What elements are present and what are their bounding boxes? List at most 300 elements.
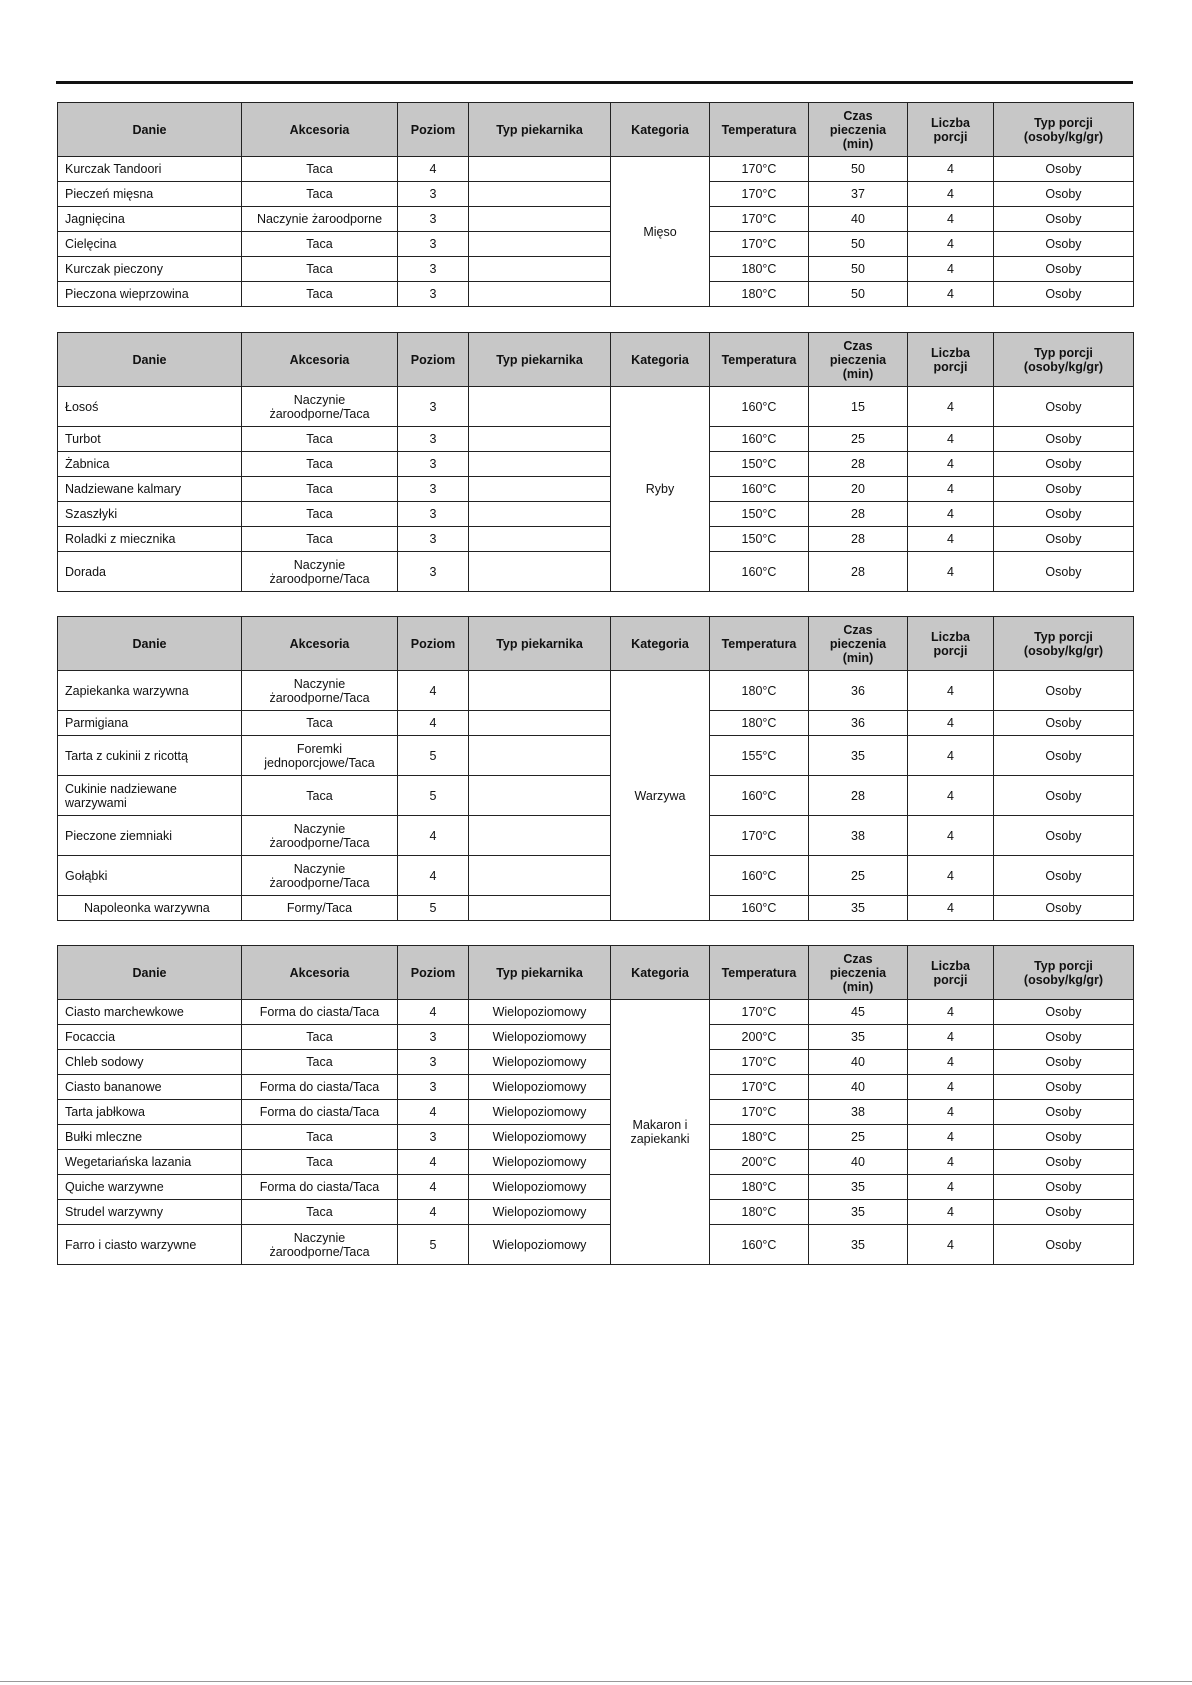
column-header-time: Czas pieczenia (min) <box>809 333 908 387</box>
table-row <box>58 856 1134 896</box>
cell-accessory: Naczynie żaroodporne/Taca <box>242 1225 398 1265</box>
cell-accessory: Taca <box>242 502 398 527</box>
cell-time: 36 <box>809 671 908 711</box>
cell-temp: 160°C <box>710 477 809 502</box>
cell-portions: 4 <box>908 427 994 452</box>
cell-portions: 4 <box>908 711 994 736</box>
cell-dish: Dorada <box>58 552 242 592</box>
cell-type: Osoby <box>994 452 1134 477</box>
cell-temp: 160°C <box>710 427 809 452</box>
cell-level: 3 <box>398 452 469 477</box>
cell-temp: 170°C <box>710 207 809 232</box>
cell-level: 3 <box>398 232 469 257</box>
cell-type: Osoby <box>994 1050 1134 1075</box>
cell-type: Osoby <box>994 816 1134 856</box>
table-row <box>58 1225 1134 1265</box>
cell-portions: 4 <box>908 1125 994 1150</box>
cell-time: 25 <box>809 1125 908 1150</box>
cell-oven <box>469 502 611 527</box>
cell-time: 40 <box>809 1150 908 1175</box>
cell-accessory: Naczynie żaroodporne/Taca <box>242 856 398 896</box>
cell-oven: Wielopoziomowy <box>469 1075 611 1100</box>
column-header-dish: Danie <box>58 103 242 157</box>
cell-temp: 170°C <box>710 1050 809 1075</box>
cell-type: Osoby <box>994 477 1134 502</box>
cell-portions: 4 <box>908 552 994 592</box>
cell-level: 4 <box>398 1200 469 1225</box>
cell-type: Osoby <box>994 157 1134 182</box>
cell-portions: 4 <box>908 896 994 921</box>
fish-table <box>57 332 1134 592</box>
cell-dish: Kurczak Tandoori <box>58 157 242 182</box>
cell-portions: 4 <box>908 1225 994 1265</box>
cell-temp: 160°C <box>710 776 809 816</box>
cell-time: 50 <box>809 257 908 282</box>
table-row <box>58 1100 1134 1125</box>
cell-level: 3 <box>398 427 469 452</box>
table-row <box>58 282 1134 307</box>
cell-time: 15 <box>809 387 908 427</box>
cell-time: 35 <box>809 1200 908 1225</box>
cell-oven <box>469 816 611 856</box>
meat-table <box>57 102 1134 307</box>
table-row <box>58 671 1134 711</box>
cell-portions: 4 <box>908 856 994 896</box>
cell-accessory: Taca <box>242 257 398 282</box>
column-header-accessory: Akcesoria <box>242 946 398 1000</box>
cell-level: 3 <box>398 1075 469 1100</box>
cell-type: Osoby <box>994 776 1134 816</box>
column-header-oven: Typ piekarnika <box>469 333 611 387</box>
cell-accessory: Forma do ciasta/Taca <box>242 1175 398 1200</box>
cell-dish: Jagnięcina <box>58 207 242 232</box>
cell-type: Osoby <box>994 1225 1134 1265</box>
cell-oven <box>469 427 611 452</box>
cell-portions: 4 <box>908 1200 994 1225</box>
table-row <box>58 1200 1134 1225</box>
cell-temp: 160°C <box>710 387 809 427</box>
header-row <box>58 103 1134 157</box>
cell-temp: 170°C <box>710 1100 809 1125</box>
header-row <box>58 333 1134 387</box>
column-header-portions: Liczba porcji <box>908 103 994 157</box>
cell-type: Osoby <box>994 1000 1134 1025</box>
cell-level: 4 <box>398 157 469 182</box>
cell-accessory: Naczynie żaroodporne/Taca <box>242 552 398 592</box>
cell-oven <box>469 776 611 816</box>
cell-level: 3 <box>398 282 469 307</box>
pasta-casserole-table <box>57 945 1134 1265</box>
cell-time: 28 <box>809 776 908 816</box>
cell-dish: Tarta jabłkowa <box>58 1100 242 1125</box>
cell-dish: Pieczona wieprzowina <box>58 282 242 307</box>
cell-category: Ryby <box>611 387 710 592</box>
cell-portions: 4 <box>908 282 994 307</box>
cell-time: 50 <box>809 232 908 257</box>
cell-temp: 170°C <box>710 157 809 182</box>
cell-portions: 4 <box>908 816 994 856</box>
cell-oven: Wielopoziomowy <box>469 1050 611 1075</box>
table-row <box>58 527 1134 552</box>
cell-category: Warzywa <box>611 671 710 921</box>
cell-oven <box>469 552 611 592</box>
cell-time: 28 <box>809 552 908 592</box>
table-row <box>58 552 1134 592</box>
cell-oven: Wielopoziomowy <box>469 1000 611 1025</box>
column-header-oven: Typ piekarnika <box>469 946 611 1000</box>
cell-temp: 180°C <box>710 1200 809 1225</box>
table-row <box>58 257 1134 282</box>
cell-accessory: Taca <box>242 1150 398 1175</box>
column-header-type: Typ porcji (osoby/kg/gr) <box>994 946 1134 1000</box>
cell-type: Osoby <box>994 896 1134 921</box>
cell-oven <box>469 387 611 427</box>
cell-temp: 155°C <box>710 736 809 776</box>
header-row <box>58 946 1134 1000</box>
cell-temp: 180°C <box>710 1175 809 1200</box>
cell-accessory: Naczynie żaroodporne/Taca <box>242 816 398 856</box>
cell-accessory: Taca <box>242 282 398 307</box>
cell-accessory: Taca <box>242 157 398 182</box>
cell-temp: 170°C <box>710 1075 809 1100</box>
cell-time: 50 <box>809 157 908 182</box>
column-header-temp: Temperatura <box>710 946 809 1000</box>
table-row <box>58 816 1134 856</box>
cell-dish: Chleb sodowy <box>58 1050 242 1075</box>
cell-portions: 4 <box>908 776 994 816</box>
cell-portions: 4 <box>908 1000 994 1025</box>
cell-temp: 180°C <box>710 671 809 711</box>
cell-type: Osoby <box>994 1150 1134 1175</box>
table-row <box>58 232 1134 257</box>
bottom-rule <box>0 1681 1192 1682</box>
cell-portions: 4 <box>908 1025 994 1050</box>
cell-accessory: Taca <box>242 1050 398 1075</box>
cell-oven <box>469 232 611 257</box>
cell-dish: Parmigiana <box>58 711 242 736</box>
column-header-temp: Temperatura <box>710 617 809 671</box>
column-header-time: Czas pieczenia (min) <box>809 103 908 157</box>
column-header-accessory: Akcesoria <box>242 103 398 157</box>
cell-type: Osoby <box>994 1075 1134 1100</box>
cell-level: 3 <box>398 1125 469 1150</box>
cell-accessory: Taca <box>242 182 398 207</box>
cell-accessory: Taca <box>242 452 398 477</box>
cell-accessory: Forma do ciasta/Taca <box>242 1075 398 1100</box>
cell-accessory: Taca <box>242 527 398 552</box>
cell-level: 5 <box>398 896 469 921</box>
cell-temp: 180°C <box>710 711 809 736</box>
cell-time: 28 <box>809 452 908 477</box>
cell-temp: 160°C <box>710 856 809 896</box>
column-header-type: Typ porcji (osoby/kg/gr) <box>994 617 1134 671</box>
column-header-portions: Liczba porcji <box>908 333 994 387</box>
cell-oven: Wielopoziomowy <box>469 1100 611 1125</box>
cell-oven <box>469 477 611 502</box>
cell-level: 3 <box>398 182 469 207</box>
cell-oven: Wielopoziomowy <box>469 1125 611 1150</box>
cell-level: 3 <box>398 387 469 427</box>
cell-dish: Strudel warzywny <box>58 1200 242 1225</box>
column-header-dish: Danie <box>58 333 242 387</box>
cell-accessory: Taca <box>242 427 398 452</box>
cell-portions: 4 <box>908 477 994 502</box>
cell-portions: 4 <box>908 157 994 182</box>
cell-level: 3 <box>398 257 469 282</box>
cell-dish: Bułki mleczne <box>58 1125 242 1150</box>
cell-accessory: Naczynie żaroodporne <box>242 207 398 232</box>
cell-portions: 4 <box>908 1100 994 1125</box>
cell-time: 40 <box>809 1050 908 1075</box>
cell-temp: 160°C <box>710 896 809 921</box>
cell-level: 3 <box>398 207 469 232</box>
cell-portions: 4 <box>908 207 994 232</box>
cell-oven: Wielopoziomowy <box>469 1175 611 1200</box>
table-row <box>58 427 1134 452</box>
cell-type: Osoby <box>994 527 1134 552</box>
cell-accessory: Taca <box>242 711 398 736</box>
table-row <box>58 1175 1134 1200</box>
cell-level: 4 <box>398 856 469 896</box>
cell-time: 28 <box>809 502 908 527</box>
cell-oven <box>469 282 611 307</box>
cell-level: 5 <box>398 736 469 776</box>
table-row <box>58 1050 1134 1075</box>
cell-level: 4 <box>398 1175 469 1200</box>
cell-time: 35 <box>809 1025 908 1050</box>
cell-accessory: Formy/Taca <box>242 896 398 921</box>
cell-dish: Pieczeń mięsna <box>58 182 242 207</box>
cell-time: 35 <box>809 1225 908 1265</box>
cell-level: 3 <box>398 527 469 552</box>
cell-time: 45 <box>809 1000 908 1025</box>
cell-temp: 150°C <box>710 527 809 552</box>
column-header-category: Kategoria <box>611 103 710 157</box>
cell-portions: 4 <box>908 387 994 427</box>
cell-type: Osoby <box>994 1200 1134 1225</box>
cell-dish: Wegetariańska lazania <box>58 1150 242 1175</box>
column-header-level: Poziom <box>398 103 469 157</box>
cell-portions: 4 <box>908 1050 994 1075</box>
cell-dish: Pieczone ziemniaki <box>58 816 242 856</box>
cell-accessory: Taca <box>242 1125 398 1150</box>
cell-time: 38 <box>809 816 908 856</box>
cell-time: 28 <box>809 527 908 552</box>
cell-dish: Turbot <box>58 427 242 452</box>
cell-level: 5 <box>398 776 469 816</box>
column-header-time: Czas pieczenia (min) <box>809 946 908 1000</box>
cell-temp: 170°C <box>710 816 809 856</box>
cell-type: Osoby <box>994 1175 1134 1200</box>
cell-level: 3 <box>398 1050 469 1075</box>
cell-portions: 4 <box>908 527 994 552</box>
cell-oven <box>469 711 611 736</box>
cell-type: Osoby <box>994 502 1134 527</box>
cell-oven <box>469 856 611 896</box>
column-header-level: Poziom <box>398 617 469 671</box>
cell-accessory: Forma do ciasta/Taca <box>242 1100 398 1125</box>
cell-dish: Focaccia <box>58 1025 242 1050</box>
cell-dish: Cielęcina <box>58 232 242 257</box>
cell-type: Osoby <box>994 711 1134 736</box>
cell-level: 3 <box>398 477 469 502</box>
cell-category: Makaron i zapiekanki <box>611 1000 710 1265</box>
column-header-category: Kategoria <box>611 946 710 1000</box>
table-row <box>58 1000 1134 1025</box>
cell-dish: Ciasto marchewkowe <box>58 1000 242 1025</box>
cell-dish: Zapiekanka warzywna <box>58 671 242 711</box>
column-header-accessory: Akcesoria <box>242 333 398 387</box>
cell-time: 20 <box>809 477 908 502</box>
cell-portions: 4 <box>908 736 994 776</box>
column-header-type: Typ porcji (osoby/kg/gr) <box>994 333 1134 387</box>
cell-temp: 170°C <box>710 182 809 207</box>
cell-dish: Quiche warzywne <box>58 1175 242 1200</box>
cell-oven <box>469 452 611 477</box>
column-header-dish: Danie <box>58 946 242 1000</box>
cell-portions: 4 <box>908 1150 994 1175</box>
cell-dish: Cukinie nadziewane warzywami <box>58 776 242 816</box>
cell-oven: Wielopoziomowy <box>469 1225 611 1265</box>
cell-level: 3 <box>398 502 469 527</box>
cell-portions: 4 <box>908 257 994 282</box>
cell-dish: Napoleonka warzywna <box>58 896 242 921</box>
cell-time: 35 <box>809 1175 908 1200</box>
cell-level: 4 <box>398 1100 469 1125</box>
cell-type: Osoby <box>994 282 1134 307</box>
column-header-type: Typ porcji (osoby/kg/gr) <box>994 103 1134 157</box>
cell-accessory: Taca <box>242 776 398 816</box>
cell-type: Osoby <box>994 182 1134 207</box>
column-header-portions: Liczba porcji <box>908 617 994 671</box>
cell-level: 5 <box>398 1225 469 1265</box>
cell-type: Osoby <box>994 1025 1134 1050</box>
cell-oven: Wielopoziomowy <box>469 1025 611 1050</box>
cell-temp: 150°C <box>710 452 809 477</box>
table-row <box>58 711 1134 736</box>
cell-dish: Łosoś <box>58 387 242 427</box>
table-row <box>58 452 1134 477</box>
cell-dish: Tarta z cukinii z ricottą <box>58 736 242 776</box>
column-header-time: Czas pieczenia (min) <box>809 617 908 671</box>
header-row <box>58 617 1134 671</box>
cell-type: Osoby <box>994 207 1134 232</box>
cell-time: 25 <box>809 856 908 896</box>
cell-type: Osoby <box>994 1100 1134 1125</box>
cell-oven: Wielopoziomowy <box>469 1150 611 1175</box>
cell-dish: Roladki z miecznika <box>58 527 242 552</box>
cell-dish: Farro i ciasto warzywne <box>58 1225 242 1265</box>
cell-type: Osoby <box>994 232 1134 257</box>
cell-dish: Kurczak pieczony <box>58 257 242 282</box>
table-row <box>58 1150 1134 1175</box>
top-rule <box>56 81 1133 84</box>
table-row <box>58 477 1134 502</box>
cell-temp: 180°C <box>710 257 809 282</box>
cell-oven <box>469 257 611 282</box>
cell-portions: 4 <box>908 452 994 477</box>
cell-time: 50 <box>809 282 908 307</box>
cell-time: 37 <box>809 182 908 207</box>
cell-level: 4 <box>398 671 469 711</box>
cell-dish: Szaszłyki <box>58 502 242 527</box>
cell-temp: 160°C <box>710 1225 809 1265</box>
cell-time: 40 <box>809 1075 908 1100</box>
cell-level: 4 <box>398 816 469 856</box>
cell-temp: 180°C <box>710 282 809 307</box>
cell-accessory: Taca <box>242 1025 398 1050</box>
table-row <box>58 182 1134 207</box>
table-row <box>58 1025 1134 1050</box>
table-row <box>58 1075 1134 1100</box>
cell-accessory: Taca <box>242 232 398 257</box>
table-row <box>58 1125 1134 1150</box>
cell-temp: 200°C <box>710 1025 809 1050</box>
table-row <box>58 776 1134 816</box>
cell-category: Mięso <box>611 157 710 307</box>
cell-time: 36 <box>809 711 908 736</box>
cell-type: Osoby <box>994 1125 1134 1150</box>
cell-level: 4 <box>398 1150 469 1175</box>
cell-time: 38 <box>809 1100 908 1125</box>
cell-accessory: Forma do ciasta/Taca <box>242 1000 398 1025</box>
cell-level: 3 <box>398 1025 469 1050</box>
cell-accessory: Foremki jednoporcjowe/Taca <box>242 736 398 776</box>
cell-portions: 4 <box>908 1175 994 1200</box>
cell-dish: Ciasto bananowe <box>58 1075 242 1100</box>
column-header-portions: Liczba porcji <box>908 946 994 1000</box>
cell-accessory: Taca <box>242 1200 398 1225</box>
column-header-level: Poziom <box>398 946 469 1000</box>
column-header-temp: Temperatura <box>710 333 809 387</box>
cell-dish: Nadziewane kalmary <box>58 477 242 502</box>
cell-oven <box>469 182 611 207</box>
cell-oven <box>469 671 611 711</box>
cell-oven: Wielopoziomowy <box>469 1200 611 1225</box>
cell-type: Osoby <box>994 387 1134 427</box>
cell-type: Osoby <box>994 736 1134 776</box>
column-header-oven: Typ piekarnika <box>469 617 611 671</box>
cell-time: 35 <box>809 736 908 776</box>
cell-portions: 4 <box>908 232 994 257</box>
cell-temp: 170°C <box>710 1000 809 1025</box>
column-header-dish: Danie <box>58 617 242 671</box>
cell-temp: 200°C <box>710 1150 809 1175</box>
table-row <box>58 736 1134 776</box>
cell-temp: 170°C <box>710 232 809 257</box>
column-header-accessory: Akcesoria <box>242 617 398 671</box>
cell-type: Osoby <box>994 552 1134 592</box>
table-row <box>58 387 1134 427</box>
cell-portions: 4 <box>908 502 994 527</box>
cell-time: 25 <box>809 427 908 452</box>
cell-type: Osoby <box>994 856 1134 896</box>
cell-level: 4 <box>398 1000 469 1025</box>
cell-temp: 180°C <box>710 1125 809 1150</box>
cell-type: Osoby <box>994 427 1134 452</box>
cell-accessory: Naczynie żaroodporne/Taca <box>242 387 398 427</box>
cell-type: Osoby <box>994 671 1134 711</box>
cell-time: 40 <box>809 207 908 232</box>
cell-accessory: Taca <box>242 477 398 502</box>
table-row <box>58 157 1134 182</box>
cell-oven <box>469 527 611 552</box>
cell-type: Osoby <box>994 257 1134 282</box>
column-header-category: Kategoria <box>611 333 710 387</box>
cell-oven <box>469 896 611 921</box>
cell-level: 4 <box>398 711 469 736</box>
table-row <box>58 896 1134 921</box>
